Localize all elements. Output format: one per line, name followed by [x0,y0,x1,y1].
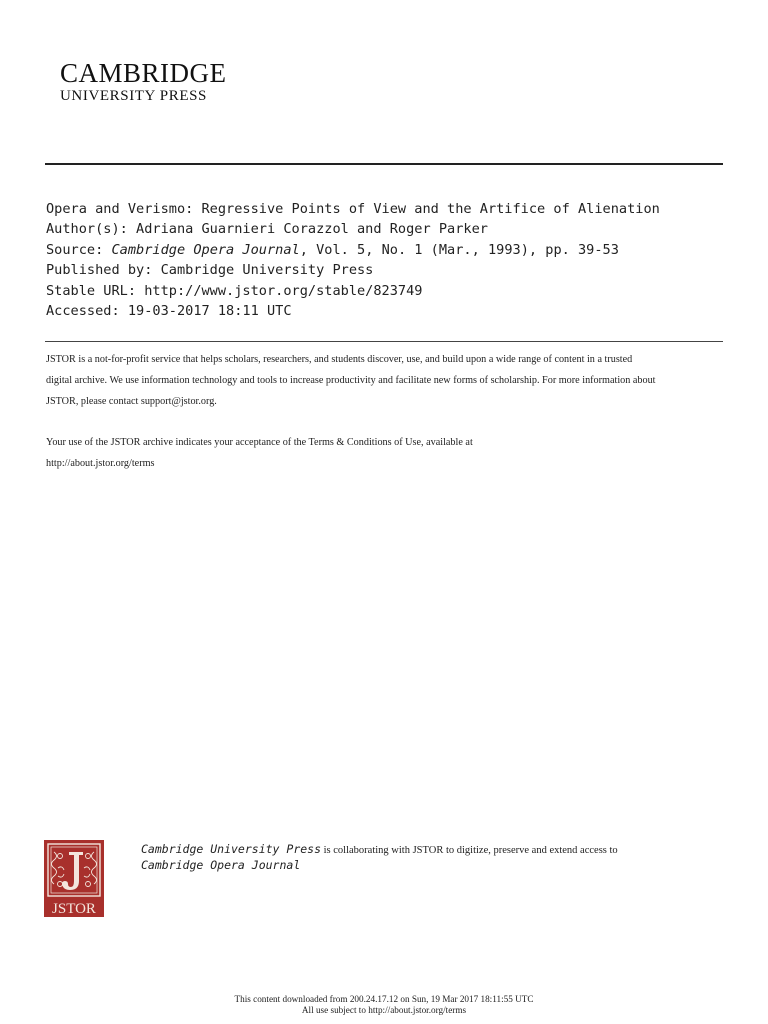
source-details: , Vol. 5, No. 1 (Mar., 1993), pp. 39-53 [299,241,619,258]
notice-line: digital archive. We use information technology and tools to increase productivity and facilitate new forms of scholarship. For more information about [46,375,656,386]
collaboration-line [141,842,741,858]
jstor-wordmark: JSTOR [52,901,96,917]
top-divider [45,163,723,165]
article-metadata [46,199,726,321]
source-journal: Cambridge Opera Journal [111,241,300,258]
notice-line: JSTOR, please contact support@jstor.org. [46,396,217,407]
logo-wordmark: CAMBRIDGE [60,58,227,88]
terms-line: Your use of the JSTOR archive indicates your acceptance of the Terms & Conditions of Use, available at [46,437,473,448]
download-footer [0,994,768,1016]
logo-subtitle: UNIVERSITY PRESS [60,88,207,104]
collaboration-line [141,858,741,874]
collab-publisher: Cambridge University Press [141,842,322,856]
jstor-notice [46,349,726,474]
article-authors: Author(s): Adriana Guarnieri Corazzol and Roger Parker [46,221,488,238]
collaboration-statement [141,842,741,874]
terms-link[interactable]: http://about.jstor.org/terms [46,458,155,469]
collab-text: is collaborating with JSTOR to digitize, preserve and extend access to [321,845,618,856]
footer-download-info: This content downloaded from 200.24.17.12 on Sun, 19 Mar 2017 18:11:55 UTC [234,994,534,1004]
source-prefix: Source: [46,241,112,258]
notice-line: JSTOR is a not-for-profit service that helps scholars, researchers, and students discover, use, and build upon a wide range of content in a trusted [46,354,633,365]
jstor-logo [44,840,104,917]
accessed-date: Accessed: 19-03-2017 18:11 UTC [46,303,292,320]
collab-journal: Cambridge Opera Journal [141,858,301,872]
cambridge-university-press-logo [60,58,227,104]
article-publisher: Published by: Cambridge University Press [46,262,374,279]
article-source [46,240,726,260]
article-title: Opera and Verismo: Regressive Points of View and the Artifice of Alienation [46,201,660,217]
jstor-logo-icon [44,840,104,917]
middle-divider [45,341,723,342]
footer-terms: All use subject to http://about.jstor.org/terms [301,1005,467,1015]
stable-url-link[interactable]: Stable URL: http://www.jstor.org/stable/823749 [46,282,423,299]
